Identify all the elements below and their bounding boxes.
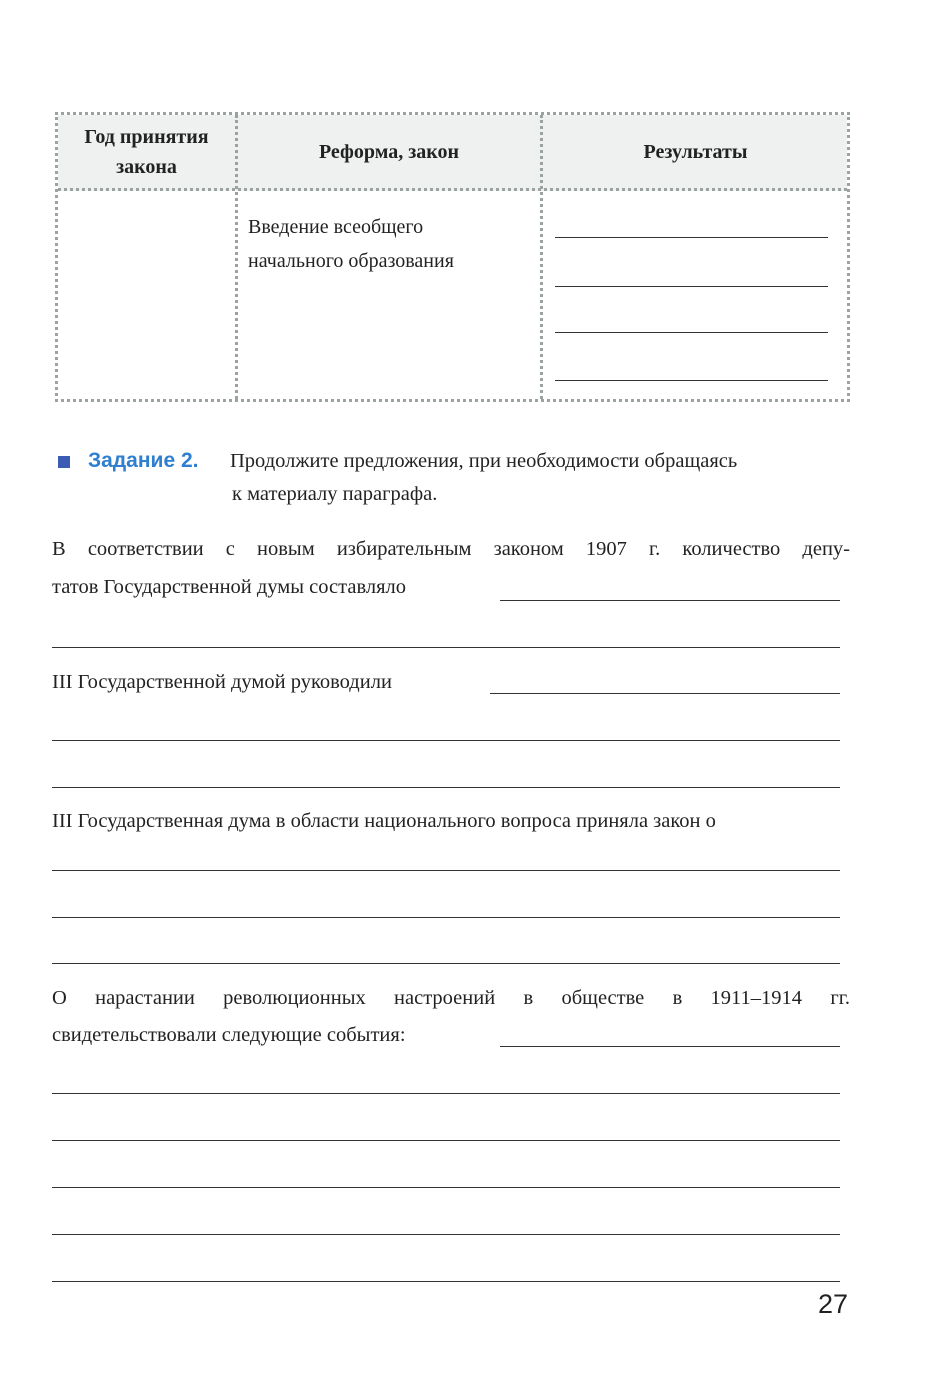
header-reform: Реформа, закон <box>318 140 460 163</box>
reform-line1: Введение всеобщего <box>248 216 424 238</box>
results-answer-line[interactable] <box>555 237 828 238</box>
answer-line[interactable] <box>490 693 840 694</box>
task-label: Задание 2. <box>88 449 199 472</box>
answer-line[interactable] <box>52 963 840 964</box>
answer-line[interactable] <box>52 1234 840 1235</box>
answer-line[interactable] <box>52 1187 840 1188</box>
results-answer-line[interactable] <box>555 286 828 287</box>
answer-line[interactable] <box>500 600 840 601</box>
header-year <box>58 115 235 188</box>
task-marker-icon <box>58 456 70 468</box>
answer-line[interactable] <box>52 917 840 918</box>
answer-line[interactable] <box>500 1046 840 1047</box>
sentence-4-line2: свидетельствовали следующие события: <box>52 1024 406 1046</box>
results-answer-line[interactable] <box>555 332 828 333</box>
header-year-line2: закона <box>116 155 177 178</box>
answer-line[interactable] <box>52 1281 840 1282</box>
answer-line[interactable] <box>52 1093 840 1094</box>
task-text-line2: к материалу параграфа. <box>232 483 438 505</box>
reform-line2: начального образования <box>248 250 454 272</box>
reforms-table <box>55 112 850 402</box>
answer-line[interactable] <box>52 870 840 871</box>
header-year-line1: Год принятия <box>84 125 209 148</box>
page-number: 27 <box>818 1289 849 1319</box>
sentence-4-line1: О нарастании революционных настроений в обществе в 1911–1914 гг. <box>52 987 850 1009</box>
sentence-2: III Государственной думой руководили <box>52 671 392 693</box>
answer-line[interactable] <box>52 740 840 741</box>
answer-line[interactable] <box>52 647 840 648</box>
answer-line[interactable] <box>52 1140 840 1141</box>
sentence-3: III Государственная дума в области национального вопроса приняла закон о <box>52 810 716 832</box>
results-answer-line[interactable] <box>555 380 828 381</box>
task-text-line1: Продолжите предложения, при необходимости обращаясь <box>230 450 738 472</box>
header-results: Результаты <box>643 140 748 163</box>
reform-cell <box>248 210 454 278</box>
answer-line[interactable] <box>52 787 840 788</box>
sentence-1-line2: татов Государственной думы составляло <box>52 576 406 598</box>
sentence-1-line1: В соответствии с новым избирательным законом 1907 г. количество депу- <box>52 538 850 560</box>
